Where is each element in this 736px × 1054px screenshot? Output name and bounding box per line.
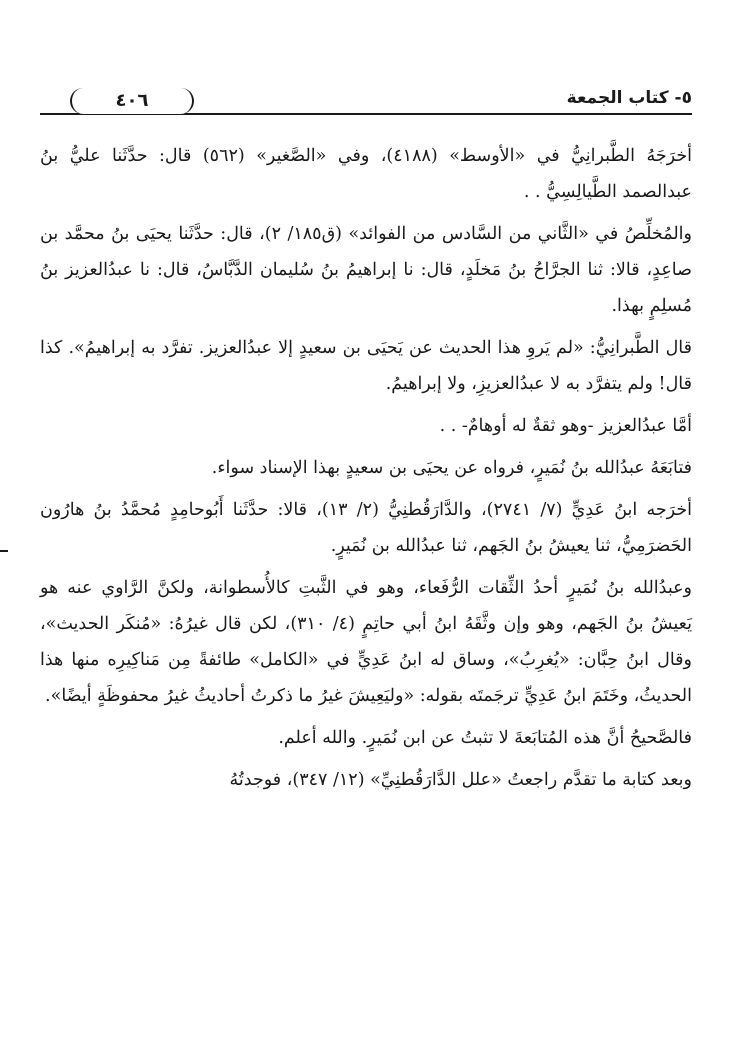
paragraph-9: وبعد كتابة ما تقدَّم راجعتُ «علل الدَّارَقُطنِيِّ» (١٢/ ٣٤٧)، فوجدتُهُ [229, 770, 692, 790]
margin-mark [0, 550, 8, 552]
paragraph-5: فتابَعَهُ عبدُالله بنُ نُمَيرٍ، فرواه عن يحيَى بن سعيدٍ بهذا الإسناد سواء. [211, 458, 692, 478]
page-header [40, 82, 692, 122]
paragraph-2: والمُخلِّصُ في «الثَّاني من السَّادس من الفوائد» (ق١٨٥/ ٢)، قال: حدَّثَنا يحيَى بنُ محمَّد بن صاعِدٍ، قالا: ثنا الجرَّاحُ بنُ مَخلَدٍ، قال: نا إبراهيمُ بنُ سُليمان الدَّبَّاسُ، قال: نا عبدُالعزيز بنُ مُسلِمٍ بهذا. [40, 224, 692, 316]
page-number: ٤٠٦ [70, 88, 194, 114]
page-body [40, 138, 692, 804]
paragraph-7: وعبدُالله بنُ نُمَيرٍ أحدُ الثِّقات الرُّفَعاء، وهو في الثَّبتِ كالأُسطوانة، ولكنَّ الرَّاوي عنه هو يَعيشُ بنُ الجَهم، وهو وإن وثَّقَهُ ابنُ أبي حاتِمٍ (٤/ ٣١٠)، لكن قال غيرُهُ: «مُنكَر الحديث»، وقال ابنُ حِبَّان: «يُغرِبُ»، وساق له ابنُ عَدِيٍّ في «الكامل» طائفةً مِن مَناكِيرِه منها هذا الحديثُ، وخَتَمَ ابنُ عَدِيٍّ ترجَمتَه بقوله: «وليَعِيشَ غيرُ ما ذكرتُ أحاديثُ غيرُ محفوظَةٍ أيضًا». [40, 578, 692, 706]
paragraph-6: أخرَجه ابنُ عَدِيٍّ (٧/ ٢٧٤١)، والدَّارَقُطنِيُّ (٢/ ١٣)، قالا: حدَّثَنا أَبُوحامِدٍ مُحمَّدُ بنُ هارُون الحَضرَمِيُّ، ثنا يعيشُ بنُ الجَهم، ثنا عبدُالله بن نُمَيرٍ. [40, 500, 692, 556]
paragraph-3: قال الطَّبرانِيُّ: «لم يَروِ هذا الحديث عن يَحيَى بن سعيدٍ إلا عبدُالعزيز. تفرَّد به إبراهيمُ». كذا قال! ولم يتفرَّد به لا عبدُالعزيزِ، ولا إبراهيمُ. [40, 338, 692, 394]
paragraph-8: فالصَّحيحُ أنَّ هذه المُتابَعةَ لا تثبتُ عن ابن نُمَيرٍ. والله أعلم. [278, 728, 692, 748]
paragraph-4: أمَّا عبدُالعزيز -وهو ثقةٌ له أوهامٌ- . . [439, 416, 692, 436]
chapter-title: ٥- كتاب الجمعة [566, 88, 692, 108]
paragraph-1: أخرَجَهُ الطَّبرانِيُّ في «الأوسط» (٤١٨٨)، وفي «الصَّغير» (٥٦٢) قال: حدَّثَنا عليُّ بنُ عبدالصمد الطَّيالِسِيُّ . . [40, 146, 692, 202]
